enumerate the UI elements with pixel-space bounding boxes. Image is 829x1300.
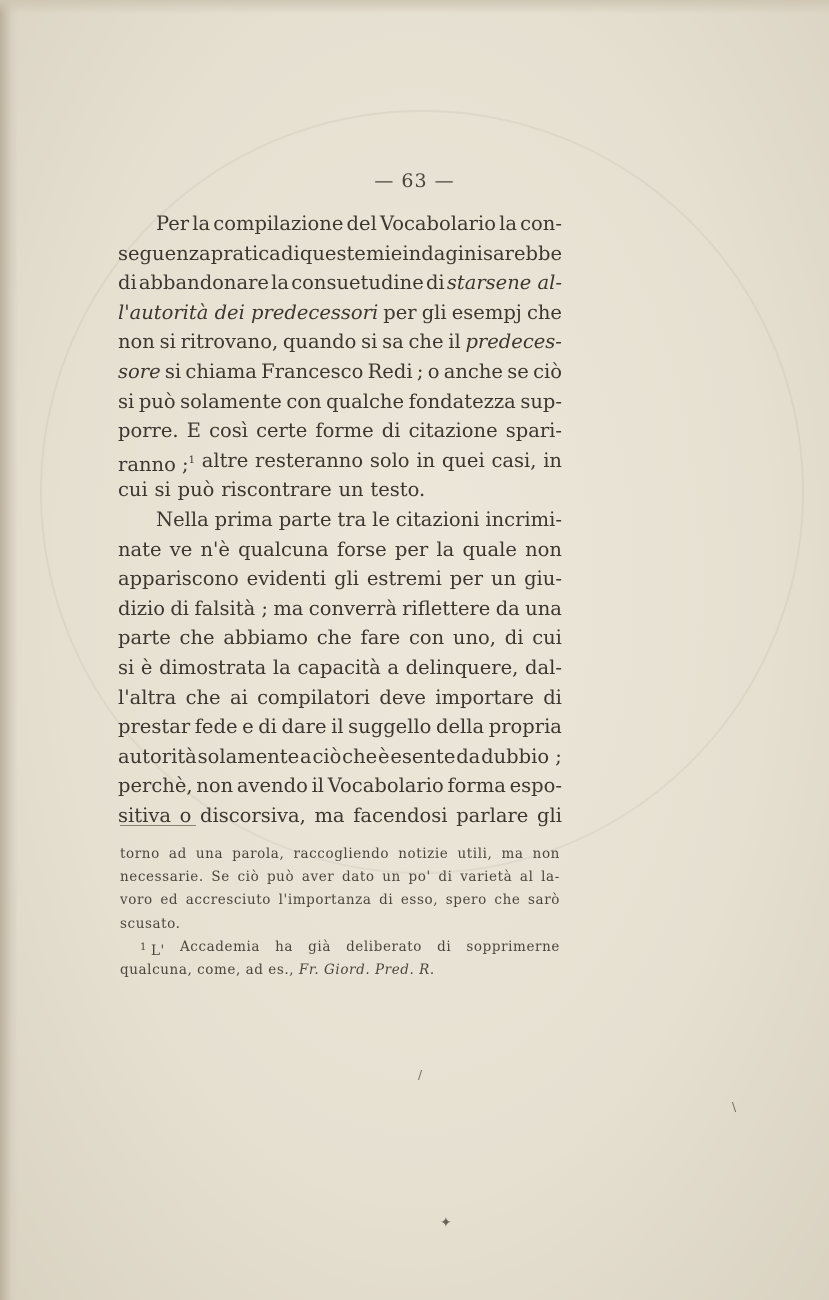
word: che [316, 626, 352, 650]
text-line [118, 298, 562, 328]
word: riscontrare [221, 478, 332, 502]
word: L' [150, 942, 165, 959]
word: in [543, 448, 562, 472]
word: Per [156, 212, 190, 235]
word: n'è [200, 537, 230, 561]
word: ; [416, 359, 424, 383]
text-line [118, 594, 562, 624]
word: si [164, 359, 182, 383]
word: solo [369, 448, 410, 472]
italic-word: R. [419, 961, 435, 978]
word: incrimi- [485, 507, 562, 531]
word: non [525, 537, 562, 561]
word: ranno ; [118, 452, 189, 476]
word: accresciuto [185, 892, 272, 909]
text-line [118, 683, 562, 713]
word: un [338, 478, 364, 502]
word: avendo [236, 774, 308, 798]
word: così [209, 419, 248, 443]
word: ve [169, 537, 193, 561]
word: si [361, 330, 378, 354]
italic-phrase: sore [118, 359, 161, 383]
word: pratica [210, 241, 281, 265]
word: qualcuna [238, 537, 329, 561]
word: esempj [451, 300, 522, 324]
word: fondatezza [408, 389, 516, 413]
word: parola, [232, 846, 285, 862]
italic-word: Giord. [324, 961, 371, 978]
text-line [118, 771, 562, 801]
word: l'altra [118, 685, 177, 709]
word: Vocabolario [327, 774, 444, 798]
word: E [186, 419, 201, 443]
word: che [408, 330, 444, 354]
page-top-edge [0, 0, 829, 14]
text-line [118, 446, 562, 476]
word: propria [488, 715, 562, 739]
text-line [118, 475, 562, 505]
page-number: — 63 — [374, 170, 455, 192]
text-line [118, 535, 562, 565]
word: si [154, 478, 171, 502]
ink-blot: ✦ [440, 1215, 452, 1231]
word: e [242, 715, 254, 739]
word: qualche [326, 389, 405, 413]
word: queste [299, 241, 366, 265]
word: sa [382, 330, 404, 354]
word: che [494, 892, 521, 909]
word: il [311, 774, 325, 798]
word: la [499, 212, 517, 235]
italic-phrase: predeces- [465, 330, 562, 354]
word: di [543, 685, 562, 709]
word: sopprimerne [466, 938, 560, 955]
word: una [525, 596, 562, 620]
word: l'importanza [278, 892, 372, 909]
word: il [448, 330, 461, 354]
word: scusato. [120, 915, 181, 932]
word: parte [278, 507, 332, 531]
word: si [159, 330, 176, 354]
word: di [425, 271, 445, 295]
text-line [118, 742, 562, 772]
word: un [491, 567, 517, 591]
word: varietà [460, 869, 513, 886]
word: utili, [457, 846, 493, 862]
word: tra [337, 507, 367, 531]
word: altre [201, 448, 249, 472]
word: Vocabolario [379, 212, 496, 235]
word: ciò [237, 869, 260, 886]
word: come, [197, 961, 241, 978]
word: se [507, 359, 529, 383]
word: la [272, 655, 291, 679]
word: appariscono [118, 567, 239, 591]
word: consuetudine [291, 271, 424, 295]
word: aver [301, 869, 335, 886]
word: di [170, 596, 190, 620]
word: facendosi [353, 803, 448, 827]
word: citazioni [395, 507, 480, 531]
main-text [118, 209, 562, 830]
word: il [331, 715, 344, 739]
word: o [427, 359, 440, 383]
footnote-continued [120, 843, 560, 936]
word: del [346, 212, 377, 235]
word: forma [447, 774, 506, 798]
word: Nella [156, 507, 209, 531]
note-line [120, 843, 560, 866]
footnote-separator [120, 825, 196, 826]
word: a [387, 655, 399, 679]
word: citazione [408, 419, 498, 443]
text-line [118, 416, 562, 446]
word: si [118, 389, 135, 413]
word: spari- [505, 419, 562, 443]
italic-phrase: starsene al- [446, 271, 562, 295]
text-line [118, 801, 562, 831]
note-line [120, 866, 560, 889]
word: la [436, 537, 455, 561]
word: quei [441, 448, 485, 472]
word: di [437, 938, 452, 955]
note-line [120, 913, 560, 936]
word: torno [120, 846, 160, 862]
footnote-1 [120, 936, 560, 982]
word: ma [501, 846, 524, 862]
word: da [456, 744, 481, 768]
word: può [177, 478, 215, 502]
word: che [526, 300, 562, 324]
word: necessarie. [120, 869, 204, 886]
word: di [381, 419, 401, 443]
word: ed [160, 892, 179, 909]
word: ad [245, 961, 264, 978]
word: autorità [118, 744, 197, 768]
word: con [286, 389, 322, 413]
footnote-lead [140, 936, 165, 959]
text-line [118, 653, 562, 683]
word: importare [435, 685, 534, 709]
word: la- [541, 869, 560, 886]
word: che [185, 685, 221, 709]
word: forme [315, 419, 374, 443]
word: notizie [398, 846, 449, 862]
word: resteranno [255, 448, 364, 472]
word: ad [168, 846, 187, 862]
page-edge [0, 0, 18, 1300]
word: es., [268, 961, 295, 978]
word: certe [256, 419, 308, 443]
word: al [519, 869, 534, 886]
word: ma [314, 803, 345, 827]
word: solamente [197, 744, 300, 768]
word: abbandonare [138, 271, 269, 295]
word: cui [532, 626, 562, 650]
word: abbiamo [223, 626, 308, 650]
word: fare [360, 626, 401, 650]
word: non [118, 330, 155, 354]
word: capacità [297, 655, 381, 679]
word: quando [282, 330, 357, 354]
word: deve [379, 685, 426, 709]
word: gli [536, 803, 562, 827]
word: sarebbe [483, 241, 562, 265]
text-line [118, 268, 562, 298]
word: per [449, 567, 484, 591]
word: già [308, 938, 331, 955]
word-with-footnote-ref [118, 446, 195, 476]
word: qualcuna, [120, 961, 193, 978]
paragraph-1 [118, 209, 562, 505]
word: con [408, 626, 445, 650]
text-line [118, 209, 562, 239]
word: le [372, 507, 390, 531]
word: non [196, 774, 234, 798]
word: di [379, 892, 394, 909]
text-line [118, 239, 562, 269]
word: di [280, 241, 300, 265]
text-line [118, 505, 562, 535]
word: non [532, 846, 560, 862]
word: la [271, 271, 290, 295]
word: può [266, 869, 295, 886]
word: Francesco [261, 359, 364, 383]
word: che [179, 626, 215, 650]
word: riflettere [402, 596, 491, 620]
word: giu- [524, 567, 562, 591]
word: ha [275, 938, 294, 955]
text-line [118, 327, 562, 357]
word: gli [421, 300, 447, 324]
footnotes [120, 843, 560, 982]
word: chiama [185, 359, 257, 383]
text-line [118, 357, 562, 387]
word: è [140, 655, 153, 679]
word: parlare [456, 803, 529, 827]
word: dubbio ; [481, 744, 562, 768]
word: della [436, 715, 485, 739]
word: gli [334, 567, 359, 591]
word: dato [341, 869, 375, 886]
word: di [118, 271, 137, 295]
word: raccogliendo [293, 846, 390, 862]
word: un [382, 869, 401, 886]
note-line [120, 959, 560, 982]
word: ciò [533, 359, 562, 383]
word: porre. [118, 419, 179, 443]
ink-speck: \ [732, 1100, 737, 1114]
word: voro [120, 892, 153, 909]
word: ai [229, 685, 248, 709]
word: ma [273, 596, 304, 620]
word: di [504, 626, 524, 650]
word: solamente [180, 389, 282, 413]
word: discorsiva, [200, 803, 306, 827]
word: di [258, 715, 277, 739]
word: indagini [402, 241, 483, 265]
word: prestar [118, 715, 191, 739]
word: in [416, 448, 436, 472]
word: sitiva [118, 803, 171, 827]
word: forse [336, 537, 387, 561]
word: di [438, 869, 453, 886]
paragraph-2 [118, 505, 562, 831]
word: mie [365, 241, 403, 265]
word: per [383, 300, 417, 324]
word: esso, [400, 892, 439, 909]
word: ritrovano, [180, 330, 279, 354]
word: esente [390, 744, 456, 768]
word: cui [118, 478, 148, 502]
word: quale [462, 537, 517, 561]
text-line [118, 564, 562, 594]
word: sup- [520, 389, 562, 413]
text-line [118, 387, 562, 417]
footnote-number: 1 [140, 941, 147, 953]
word: compilazione [213, 212, 344, 235]
word: ciò [312, 744, 342, 768]
word: da [495, 596, 520, 620]
word: prima [214, 507, 273, 531]
word: Accademia [179, 938, 261, 955]
word: si [118, 655, 135, 679]
text-line [118, 712, 562, 742]
word: testo. [370, 478, 426, 502]
word: estremi [366, 567, 442, 591]
word: è [378, 744, 390, 768]
word: per [394, 537, 429, 561]
word: dizio [118, 596, 165, 620]
word: a [299, 744, 312, 768]
italic-word: Pred. [374, 961, 415, 978]
word: dal- [524, 655, 562, 679]
word: evidenti [246, 567, 327, 591]
word: nate [118, 537, 162, 561]
word: seguenza [118, 241, 211, 265]
word: spero [445, 892, 487, 909]
word: compilatori [257, 685, 371, 709]
word: deliberato [346, 938, 423, 955]
word: converrà [308, 596, 397, 620]
word: Redi [367, 359, 413, 383]
word: suggello [348, 715, 432, 739]
word: delinquere, [405, 655, 519, 679]
word: fede [194, 715, 238, 739]
word: uno, [452, 626, 496, 650]
footnote-ref: 1 [188, 454, 195, 466]
word: con- [520, 212, 562, 235]
word: casi, [491, 448, 537, 472]
italic-phrase: l'autorità dei predecessori [118, 300, 379, 324]
word: la [192, 212, 211, 235]
italic-word: Fr. [298, 961, 320, 978]
word: o [179, 803, 192, 827]
note-line [120, 889, 560, 912]
text-line [118, 623, 562, 653]
word: Se [211, 869, 230, 886]
word: sarò [528, 892, 560, 909]
word: po' [408, 869, 431, 886]
word: dare [281, 715, 327, 739]
note-line [120, 936, 560, 959]
word: espo- [509, 774, 562, 798]
word: perchè, [118, 774, 193, 798]
word: parte [118, 626, 171, 650]
word: una [195, 846, 224, 862]
word: dimostrata [159, 655, 267, 679]
ink-speck: / [418, 1068, 423, 1082]
word: falsità ; [194, 596, 268, 620]
word: che [342, 744, 378, 768]
word: anche [443, 359, 503, 383]
word: può [138, 389, 176, 413]
